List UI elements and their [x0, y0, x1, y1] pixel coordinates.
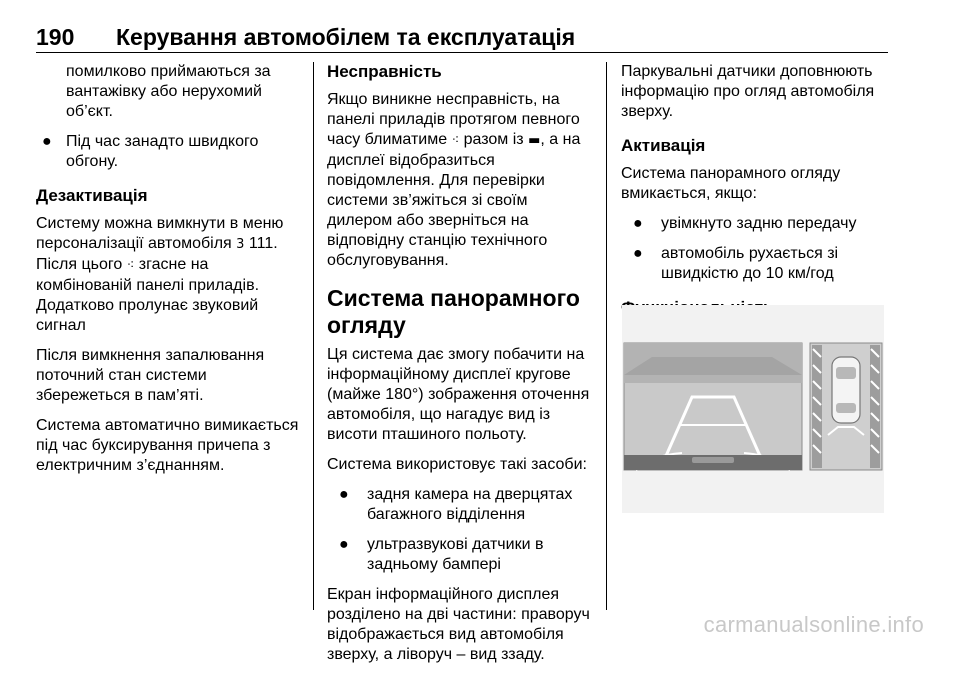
- list-item-text: задня камера на дверцятах багажного відділення: [367, 486, 573, 523]
- section-heading-deactivation: Дезактивація: [36, 186, 148, 205]
- paragraph-text: Систему можна вимкнути в меню персоналізації автомобіля: [36, 215, 284, 252]
- list-item: [327, 535, 595, 575]
- paragraph: Паркувальні датчики доповнюють інформацію про огляд автомобіля зверху.: [621, 63, 875, 120]
- parking-sensor-icon: ⁖: [126, 258, 135, 273]
- wrench-icon: ▬: [528, 133, 541, 148]
- list-item-text: увімкнуто задню передачу: [661, 215, 857, 232]
- page-number: 190: [36, 24, 75, 50]
- bullet-dot: ●: [339, 536, 349, 553]
- paragraph-text: згасне на комбінованій панелі приладів. Додатково пролунає звуковий сигнал: [36, 256, 260, 334]
- paragraph: [36, 214, 300, 336]
- panoramic-display-drawing: [622, 305, 884, 513]
- reference-arrow-icon: 3: [236, 237, 245, 252]
- bullet-dot: ●: [633, 215, 643, 232]
- paragraph: Після вимкнення запалювання поточний стан системи збережеться в пам’яті.: [36, 347, 265, 404]
- paragraph: Ця система дає змогу побачити на інформаційному дисплеї кругове (майже 180°) зображення оточення автомобіля, що нагадує вид із висоти пташиного польоту.: [327, 346, 590, 443]
- parking-sensor-icon: ⁖: [451, 133, 460, 148]
- column-middle: [327, 62, 595, 675]
- column-divider-right: [606, 62, 607, 610]
- top-down-view: [810, 343, 882, 470]
- list-item-text: автомобіль рухається зі швидкістю до 10 км/год: [661, 245, 839, 282]
- paragraph-text: Якщо виникне несправність, на панелі приладів протягом певного часу блиматиме: [327, 91, 580, 148]
- paragraph: [327, 90, 595, 271]
- section-heading-panoramic-view: Система панорамного огляду: [327, 285, 580, 338]
- paragraph: Система панорамного огляду вмикається, якщо:: [621, 165, 841, 202]
- rear-camera-view: [624, 343, 802, 470]
- list-item: [327, 485, 595, 525]
- section-heading-malfunction: Несправність: [327, 62, 442, 81]
- column-right: [621, 62, 891, 326]
- paragraph: Екран інформаційного дисплея розділено на дві частини: праворуч відображається вид автомобіля зверху, а ліворуч – вид ззаду.: [327, 586, 590, 663]
- paragraph-text: разом із: [459, 131, 529, 148]
- page-title: Керування автомобілем та експлуатація: [116, 24, 576, 50]
- paragraph-text: Після цього: [36, 256, 127, 273]
- bullet-dot: ●: [42, 133, 52, 150]
- list-item-text: ультразвукові датчики в задньому бампері: [367, 536, 544, 573]
- bullet-dot: ●: [633, 245, 643, 262]
- page-header: [36, 24, 888, 53]
- list-item: [36, 132, 300, 172]
- page-reference-link[interactable]: 111.: [248, 235, 278, 252]
- column-left: [36, 62, 300, 486]
- list-item: [621, 214, 891, 234]
- paragraph: Система автоматично вимикається під час буксирування причепа з електричним з’єднанням.: [36, 417, 299, 474]
- watermark-brand: carmanualsonline.info: [703, 612, 924, 637]
- list-item-text: Під час занадто швидкого обгону.: [66, 133, 259, 170]
- bullet-dot: ●: [339, 486, 349, 503]
- list-item: [621, 244, 891, 284]
- paragraph: Система використовує такі засоби:: [327, 456, 587, 473]
- car-top-view-icon: [832, 357, 860, 423]
- panoramic-view-illustration: [622, 305, 884, 513]
- bullet-continuation: помилково приймаються за вантажівку або нерухомий об’єкт.: [66, 63, 271, 120]
- section-heading-activation: Активація: [621, 136, 706, 155]
- paragraph-text: , а на дисплеї відобразиться повідомлення. Для перевірки системи зв’яжіться зі своїм дилером або зверніться на відповідну станцію технічного обслуговування.: [327, 131, 581, 269]
- column-divider-left: [313, 62, 314, 610]
